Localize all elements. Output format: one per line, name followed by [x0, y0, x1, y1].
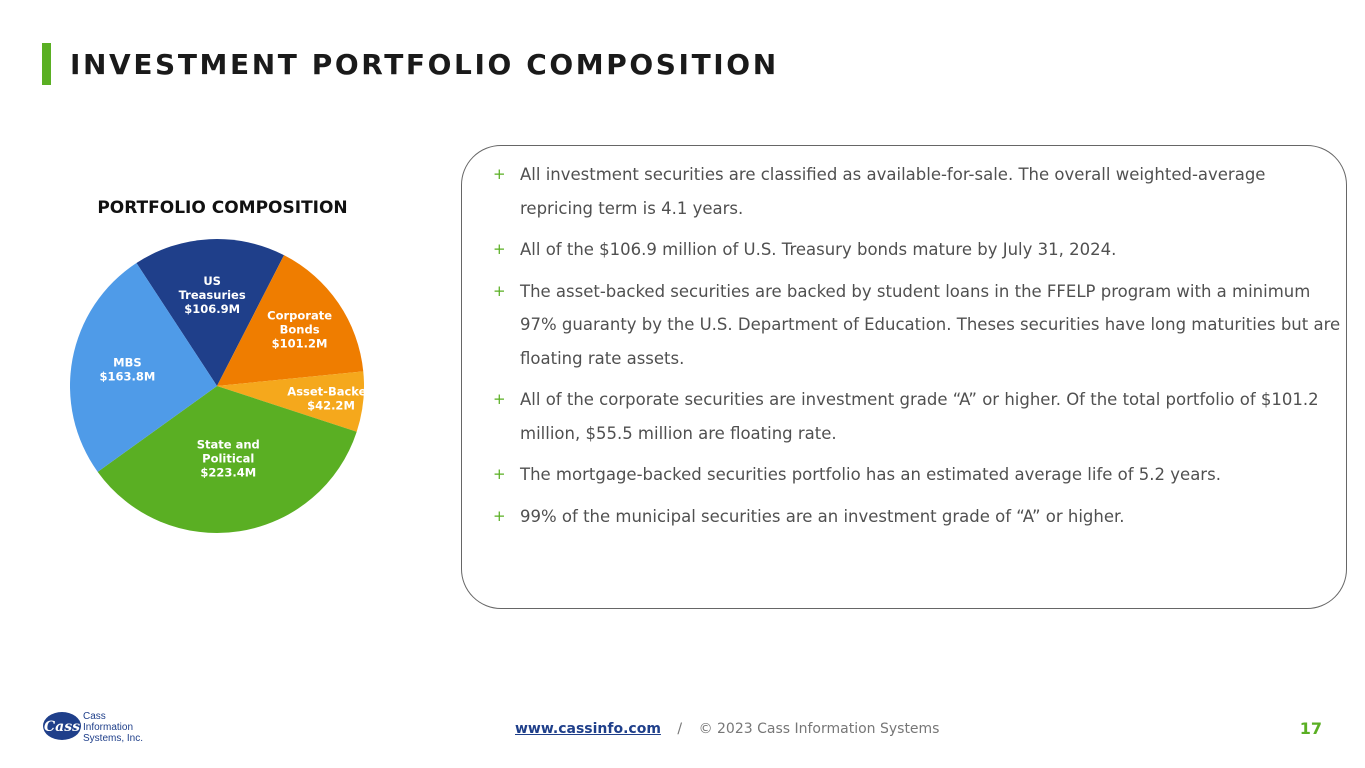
pie-label-line: $42.2M [307, 398, 355, 413]
bullet-plus-icon: + [493, 390, 506, 408]
bullet-plus-icon: + [493, 281, 506, 300]
logo-line-3: Systems, Inc. [83, 733, 144, 744]
note-text: 99% of the municipal securities are an investment grade of “A” or higher. [520, 506, 1125, 526]
title-accent-bar [42, 43, 51, 85]
chart-title: PORTFOLIO COMPOSITION [97, 198, 348, 218]
website-link[interactable]: www.cassinfo.com [515, 721, 661, 737]
note-item [493, 383, 1343, 450]
pie-label-line: Bonds [279, 322, 320, 337]
note-item [493, 500, 1343, 534]
portfolio-pie-chart [60, 230, 380, 540]
note-text: The mortgage-backed securities portfolio has an estimated average life of 5.2 years. [520, 465, 1221, 484]
note-text: All of the $106.9 million of U.S. Treasury bonds mature by July 31, 2024. [520, 240, 1117, 259]
page-number: 17 [1299, 719, 1322, 738]
pie-label-state-and-political [197, 438, 260, 480]
pie-label-line: MBS [113, 355, 142, 370]
logo-line-1: Cass [83, 711, 106, 722]
pie-label-line: $163.8M [99, 369, 156, 384]
footer [515, 721, 939, 737]
note-item [493, 158, 1343, 225]
note-text: All of the corporate securities are investment grade “A” or higher. Of the total portfolio of $101.2 million, $55.5 million are floating rate. [520, 390, 1319, 443]
bullet-plus-icon: + [493, 165, 506, 183]
logo-line-2: Information [83, 722, 134, 733]
bullet-plus-icon: + [493, 240, 506, 258]
pie-label-line: $101.2M [271, 336, 328, 351]
pie-label-line: State and [196, 437, 260, 452]
pie-label-line: $106.9M [184, 301, 241, 316]
pie-label-line: US [203, 273, 221, 288]
bullet-plus-icon: + [493, 465, 506, 483]
cass-logo [42, 708, 157, 748]
note-text: All investment securities are classified as available-for-sale. The overall weighted-average repricing term is 4.1 years. [520, 165, 1266, 218]
notes-list [493, 158, 1343, 541]
pie-label-line: $223.4M [200, 465, 257, 480]
footer-separator: / [677, 721, 683, 737]
note-item [493, 275, 1343, 376]
slide-title: INVESTMENT PORTFOLIO COMPOSITION [70, 48, 779, 81]
pie-label-line: Corporate [267, 308, 333, 323]
pie-label-line: Treasuries [178, 287, 246, 302]
copyright-text: © 2023 Cass Information Systems [698, 721, 940, 737]
note-item [493, 233, 1343, 267]
note-text: The asset-backed securities are backed by student loans in the FFELP program with a minimum 97% guaranty by the U.S. Department of Education. Theses securities have long maturities but are floating rate assets. [520, 281, 1341, 368]
pie-label-line: Political [202, 451, 255, 466]
pie-label-line: Asset-Backed [287, 384, 375, 399]
bullet-plus-icon: + [493, 506, 506, 525]
logo-mark-text: Cass [44, 719, 80, 735]
note-item [493, 458, 1343, 492]
